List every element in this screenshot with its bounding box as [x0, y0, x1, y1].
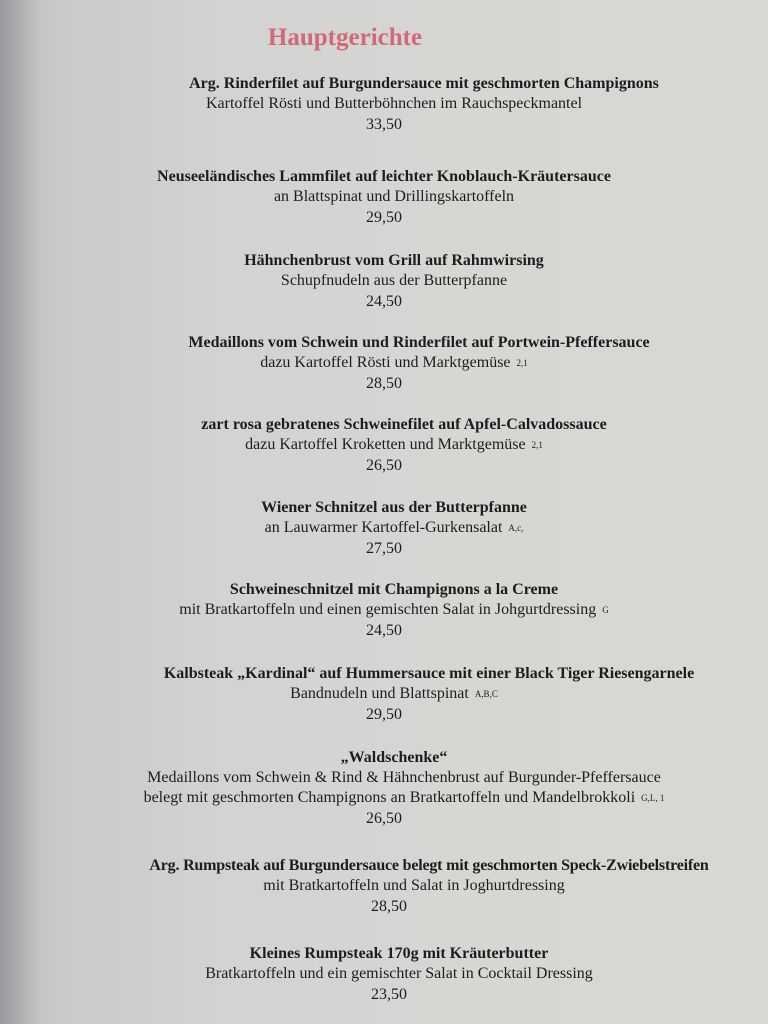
menu-item	[0, 415, 768, 476]
dish-description-text: Bandnudeln und Blattspinat	[290, 685, 469, 702]
dish-description: Bratkartoffeln und ein gemischter Salat in Cocktail Dressing	[205, 965, 593, 982]
dish-price: 27,50	[366, 540, 402, 558]
dish-description-text: belegt mit geschmorten Champignons an Bratkartoffeln und Mandelbrokkoli	[143, 789, 636, 806]
dish-name: Kalbsteak „Kardinal“ auf Hummersauce mit einer Black Tiger Riesengarnele	[163, 665, 695, 682]
menu-item	[0, 167, 768, 228]
dish-description: an Blattspinat und Drillingskartoffeln	[273, 188, 515, 205]
dish-description	[0, 435, 768, 455]
dish-description-text: dazu Kartoffel Kroketten und Marktgemüse	[245, 436, 526, 453]
dish-price: 26,50	[366, 457, 402, 475]
menu-item	[0, 748, 768, 829]
dish-price: 28,50	[366, 375, 402, 393]
dish-description-text: dazu Kartoffel Rösti und Marktgemüse	[260, 354, 511, 371]
dish-price: 23,50	[371, 986, 407, 1003]
menu-item	[0, 580, 768, 641]
dish-name: Schweineschnitzel mit Champignons a la Creme	[229, 581, 559, 598]
allergen-codes: G	[602, 605, 609, 616]
dish-name: Hähnchenbrust vom Grill auf Rahmwirsing	[244, 252, 544, 269]
dish-price: 24,50	[366, 622, 402, 640]
dish-description-text: mit Bratkartoffeln und einen gemischten Salat in Johgurtdressing	[179, 601, 597, 618]
menu-item	[0, 498, 768, 559]
dish-name: Neuseeländisches Lammfilet auf leichter Knoblauch-Kräutersauce	[157, 168, 611, 185]
dish-price: 24,50	[366, 293, 402, 310]
allergen-codes: A,B,C	[474, 689, 498, 700]
dish-price: 29,50	[366, 706, 402, 724]
allergen-codes: G,L, 1	[641, 793, 665, 804]
menu-item	[0, 856, 768, 917]
dish-name: Kleines Rumpsteak 170g mit Kräuterbutter	[249, 945, 549, 962]
allergen-codes: 2,1	[516, 358, 528, 369]
dish-name: Wiener Schnitzel aus der Butterpfanne	[261, 499, 527, 516]
dish-description: mit Bratkartoffeln und Salat in Joghurtdressing	[263, 877, 565, 894]
dish-name: „Waldschenke“	[340, 749, 448, 766]
menu-item	[0, 333, 768, 394]
dish-price: 28,50	[371, 898, 407, 915]
allergen-codes: A,c,	[508, 523, 524, 534]
dish-description: Medaillons vom Schwein & Rind & Hähnchenbrust auf Burgunder-Pfeffersauce	[147, 769, 661, 786]
dish-description-line-2	[0, 788, 768, 808]
dish-price: 33,50	[366, 116, 402, 133]
dish-price: 26,50	[366, 810, 402, 828]
menu-item	[0, 251, 768, 312]
dish-description-text: an Lauwarmer Kartoffel-Gurkensalat	[264, 519, 503, 536]
menu-item	[0, 74, 768, 135]
dish-description: Kartoffel Rösti und Butterböhnchen im Rauchspeckmantel	[205, 95, 583, 112]
dish-description	[0, 600, 768, 620]
page-title: Hauptgerichte	[267, 24, 423, 51]
dish-description	[0, 353, 768, 373]
allergen-codes: 2,1	[531, 440, 543, 451]
dish-name: Arg. Rinderfilet auf Burgundersauce mit geschmorten Champignons	[189, 75, 659, 92]
dish-name: zart rosa gebratenes Schweinefilet auf Apfel-Calvadossauce	[201, 416, 607, 433]
dish-name: Arg. Rumpsteak auf Burgundersauce belegt mit geschmorten Speck-Zwiebelstreifen	[149, 857, 709, 874]
dish-description: Schupfnudeln aus der Butterpfanne	[280, 272, 508, 289]
dish-description	[0, 684, 768, 704]
menu-item	[0, 944, 768, 1005]
menu-item	[0, 664, 768, 725]
dish-price: 29,50	[366, 209, 402, 226]
dish-name: Medaillons vom Schwein und Rinderfilet auf Portwein-Pfeffersauce	[188, 334, 650, 351]
dish-description	[0, 518, 768, 538]
